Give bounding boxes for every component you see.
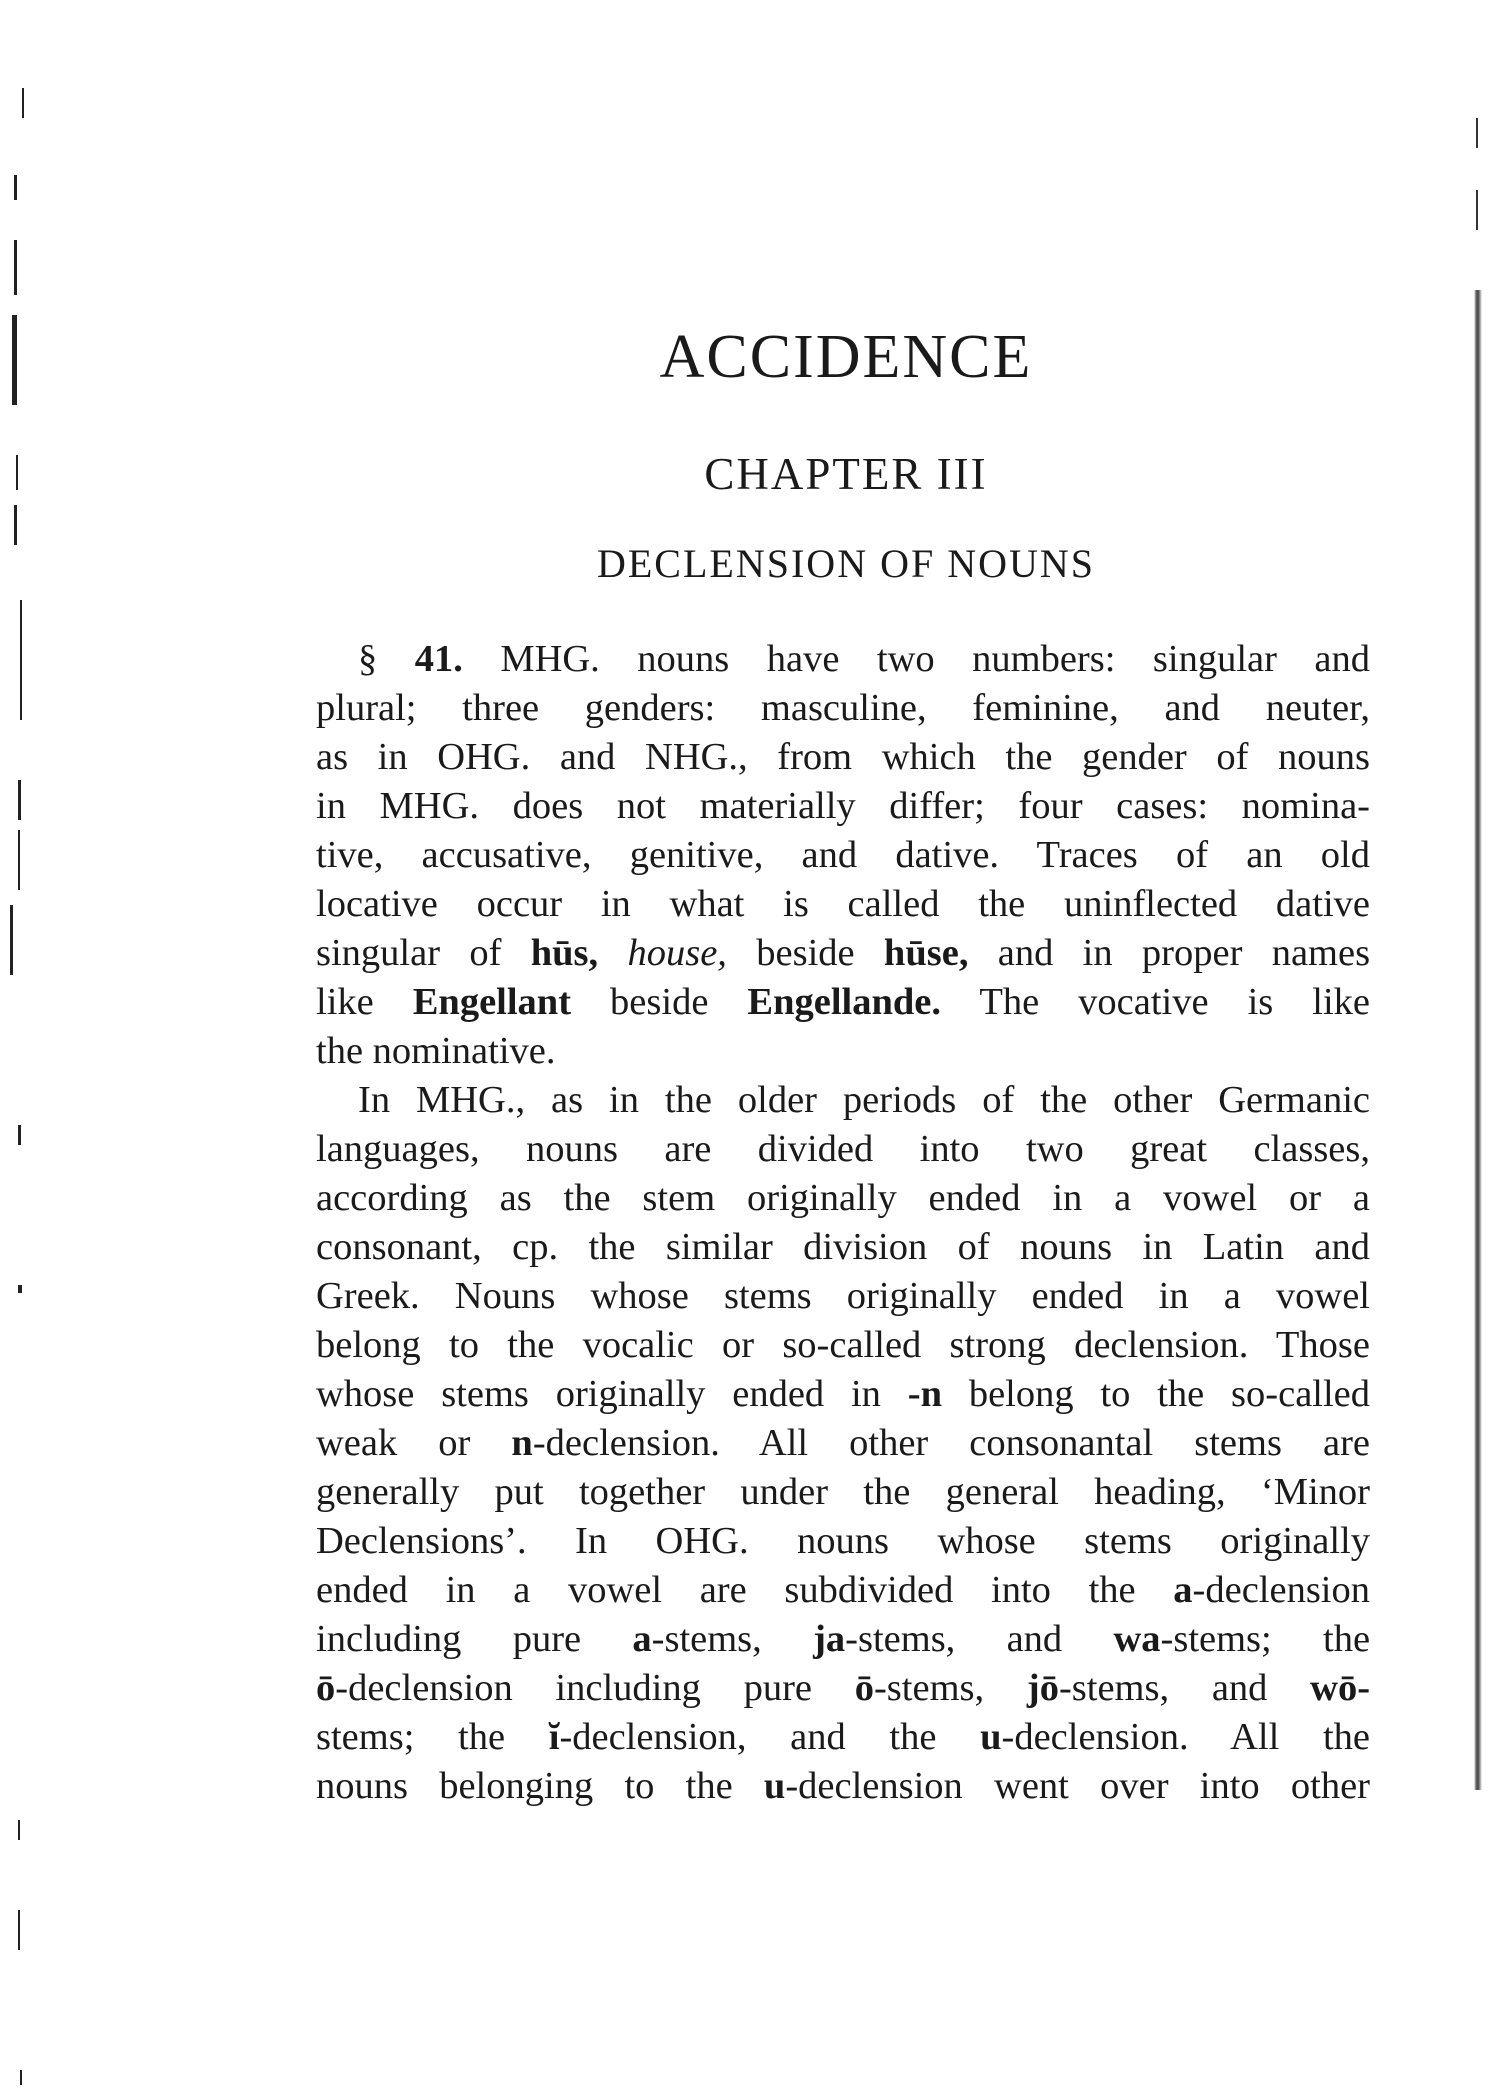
right-margin-mark <box>1476 118 1478 148</box>
left-margin-scan-marks <box>0 0 40 2094</box>
text-line: including pure a-stems, ja-stems, and wa-stems; the <box>316 1618 1371 1660</box>
text-line: § 41. MHG. nouns have two numbers: singular and <box>358 638 1371 680</box>
text-line: ended in a vowel are subdivided into the a-declension <box>316 1569 1370 1611</box>
text-line: the nominative. <box>316 1030 556 1072</box>
text-line: generally put together under the general heading, ‘Minor <box>316 1471 1370 1513</box>
text-line: In MHG., as in the older periods of the other Germanic <box>358 1079 1370 1121</box>
text-line: as in OHG. and NHG., from which the gender of nouns <box>316 736 1370 778</box>
text-line: like Engellant beside Engellande. The vocative is like <box>316 981 1370 1023</box>
text-line: singular of hūs, house, beside hūse, and in proper names <box>316 932 1371 974</box>
right-margin-binding-edge <box>1474 290 1482 1790</box>
text-line: Greek. Nouns whose stems originally ended in a vowel <box>316 1275 1370 1317</box>
text-line: ō-declension including pure ō-stems, jō-stems, and wō- <box>316 1667 1371 1709</box>
text-line: belong to the vocalic or so-called strong declension. Those <box>316 1324 1370 1366</box>
text-line: according as the stem originally ended in a vowel or a <box>316 1177 1370 1219</box>
page-title: ACCIDENCE <box>659 323 1033 391</box>
text-line: Declensions’. In OHG. nouns whose stems originally <box>316 1520 1370 1562</box>
text-line: whose stems originally ended in -n belong to the so-called <box>316 1373 1371 1415</box>
right-margin-mark <box>1476 190 1478 230</box>
text-line: languages, nouns are divided into two great classes, <box>316 1128 1370 1170</box>
text-line: stems; the ĭ-declension, and the u-declension. All the <box>316 1716 1370 1758</box>
text-line: weak or n-declension. All other consonantal stems are <box>316 1422 1370 1464</box>
text-line: nouns belonging to the u-declension went over into other <box>316 1765 1371 1807</box>
chapter-heading: CHAPTER III <box>704 449 988 499</box>
text-line: plural; three genders: masculine, feminine, and neuter, <box>316 687 1370 729</box>
paragraph-declension-classes <box>316 1076 1370 1811</box>
text-line: tive, accusative, genitive, and dative. Traces of an old <box>316 834 1370 876</box>
text-line: locative occur in what is called the uninflected dative <box>316 883 1370 925</box>
body-text <box>316 635 1370 1811</box>
paragraph-41 <box>316 635 1370 1076</box>
text-line: consonant, cp. the similar division of nouns in Latin and <box>316 1226 1370 1268</box>
section-heading: DECLENSION OF NOUNS <box>596 541 1096 586</box>
text-line: in MHG. does not materially differ; four cases: nomina- <box>316 785 1370 827</box>
